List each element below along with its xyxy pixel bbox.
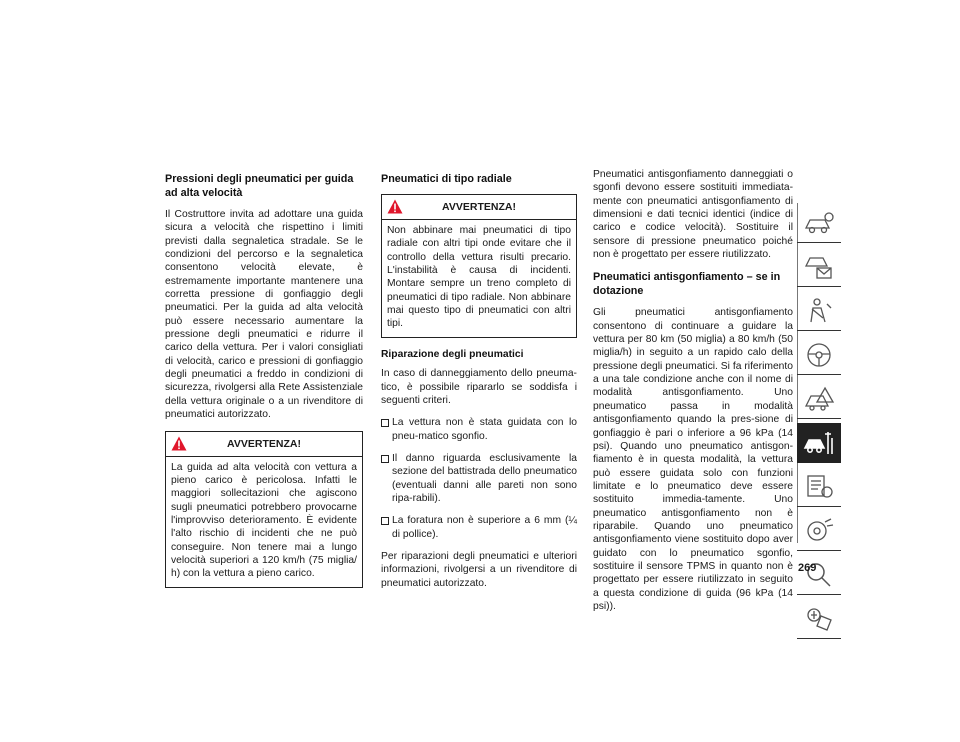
tab-emergency-tools[interactable] [797,423,841,463]
tab-steering[interactable] [797,335,841,375]
paragraph-runflat: Gli pneumatici antisgonfiamento consentono di continuare a guidare la vettura per 80 km (50 miglia) a 80 km/h (50 miglia/h) in seguito a un rapido calo della pressione degli pneumatici. Si fa riferimento a una tale condizione anche con il nome di modalità antisgonfiamento. Uno pneumatico passa in modalità antisgonfiamento quando la pres-sione di gonfiaggio è pari o inferiore a 96 kPa (14 psi). Quando uno pneumatico antisgon-fiamento è in questa modalità, la vettura può essere guidata solo con funzioni limitate e lo pneumatico deve essere sostituito immedia-tamente. Uno pneumatico antisgonfiamento non è riparabile. Quando uno pneumatico antisgonfiamento viene sostituito dopo aver guidato con lo pneumatico sgonfio, sostituire il sensore TPMS in quanto non è progettato per essere riutilizzato in seguito a questa condizione di guida (96 kPa (14 psi)). [593,307,793,612]
car-mail-icon [803,252,835,282]
tab-specifications[interactable] [797,467,841,507]
section-heading-high-speed: Pressioni degli pneumatici per guida ad alta velocità [165,173,354,199]
section-heading-runflat: Pneumatici antisgonfiamento – se in dotazione [593,271,781,298]
tab-car-warning[interactable] [797,379,841,419]
list-item: La vettura non è stata guidata con lo pneu-matico sgonfio. [381,416,577,443]
chapter-tabs [797,203,841,643]
paragraph-runflat-replace: Pneumatici antisgonfiamento danneggiati o sgonfi devono essere sostituiti immediata-mente con pneumatici antisgonfiamento di dimensioni e dati tecnici identici (indice di carico e codice velocità). Sostituire il sensore di pressione pneumatico poiché non è progettato per essere riutilizzato. [593,169,793,261]
multimedia-icon [803,516,835,546]
tab-search[interactable] [797,555,841,595]
car-dashboard-icon [803,208,835,238]
tab-multimedia[interactable] [797,511,841,551]
warning-header [166,432,362,457]
tab-seat-safety[interactable] [797,291,841,331]
car-warning-icon [803,384,835,414]
column-1 [165,168,363,598]
checkbox-bullet-icon [381,455,389,463]
warning-title: AVVERTENZA! [227,437,301,450]
checkbox-bullet-icon [381,419,389,427]
paragraph-high-speed: Il Costruttore invita ad adottare una guida sicura a velocità che rispettino i limiti previsti dalla segnaletica stradale. Se le condizioni del percorso e la segnaletica consentono velocità elevate, è estremamente importante mantenere una corretta pressione di gonfiaggio degli pneumatici. Per la guida ad alta velocità può essere necessario aumentare la pressione degli pneumatici e ridurre il carico della vettura. Per i valori consigliati di velocità, carico e pressioni di gonfiaggio degli pneumatici a freddo in condizioni di sicurezza, rivolgersi alla Rete Assistenziale della vettura originale o a un rivenditore di pneumatici autorizzato. [165,209,363,421]
car-tools-icon [803,428,835,458]
paragraph-repair-outro: Per riparazioni degli pneumatici e ulteriori informazioni, rivolgersi a un rivenditore di pneumatici autorizzato. [381,551,577,589]
column-3 [593,168,793,622]
tab-mail[interactable] [797,247,841,287]
warning-text: Non abbinare mai pneumatici di tipo radiale con altri tipi onde evitare che il controllo della vettura risulti precario. L'instabilità è causa di incidenti. Montare sempre un treno completo di pneumatici di tipo radiale. Non abbinare mai questo tipo di pneumatici con altri tipi. [387,225,571,330]
page-number: 269 [798,562,817,574]
warning-header [382,195,576,220]
repair-criteria-list [381,416,577,541]
warning-box-radial [381,194,577,338]
index-language-icon [803,604,835,634]
tab-index[interactable] [797,599,841,639]
subheading-tire-repair: Riparazione degli pneumatici [381,348,524,360]
seat-safety-icon [803,296,835,326]
column-2 [381,168,577,599]
checkbox-bullet-icon [381,517,389,525]
paragraph-repair-intro: In caso di danneggiamento dello pneuma-tico, è possibile ripararlo se soddisfa i seguenti criteri. [381,368,577,406]
list-item: La foratura non è superiore a 6 mm (¼ di pollice). [381,514,577,541]
list-item: Il danno riguarda esclusivamente la sezione del battistrada dello pneumatico (eventuali danni alle pareti non sono ripa-rabili). [381,452,577,505]
tab-dashboard[interactable] [797,203,841,243]
warning-title: AVVERTENZA! [442,201,516,213]
steering-wheel-icon [803,340,835,370]
section-heading-radial: Pneumatici di tipo radiale [381,173,512,185]
warning-text: La guida ad alta velocità con vettura a pieno carico è pericolosa. Infatti le maggiori sollecitazioni che agiscono sugli pneumatici potrebbero provocarne l'improvviso deterioramento. È evidente l'alto rischio di incidenti che ne può conseguire. Non tenere mai a lungo velocità superiori a 120 km/h (75 miglia/ h) con la vettura a pieno carico. [171,461,357,580]
warning-box-high-speed [165,431,363,588]
specifications-icon [803,472,835,502]
